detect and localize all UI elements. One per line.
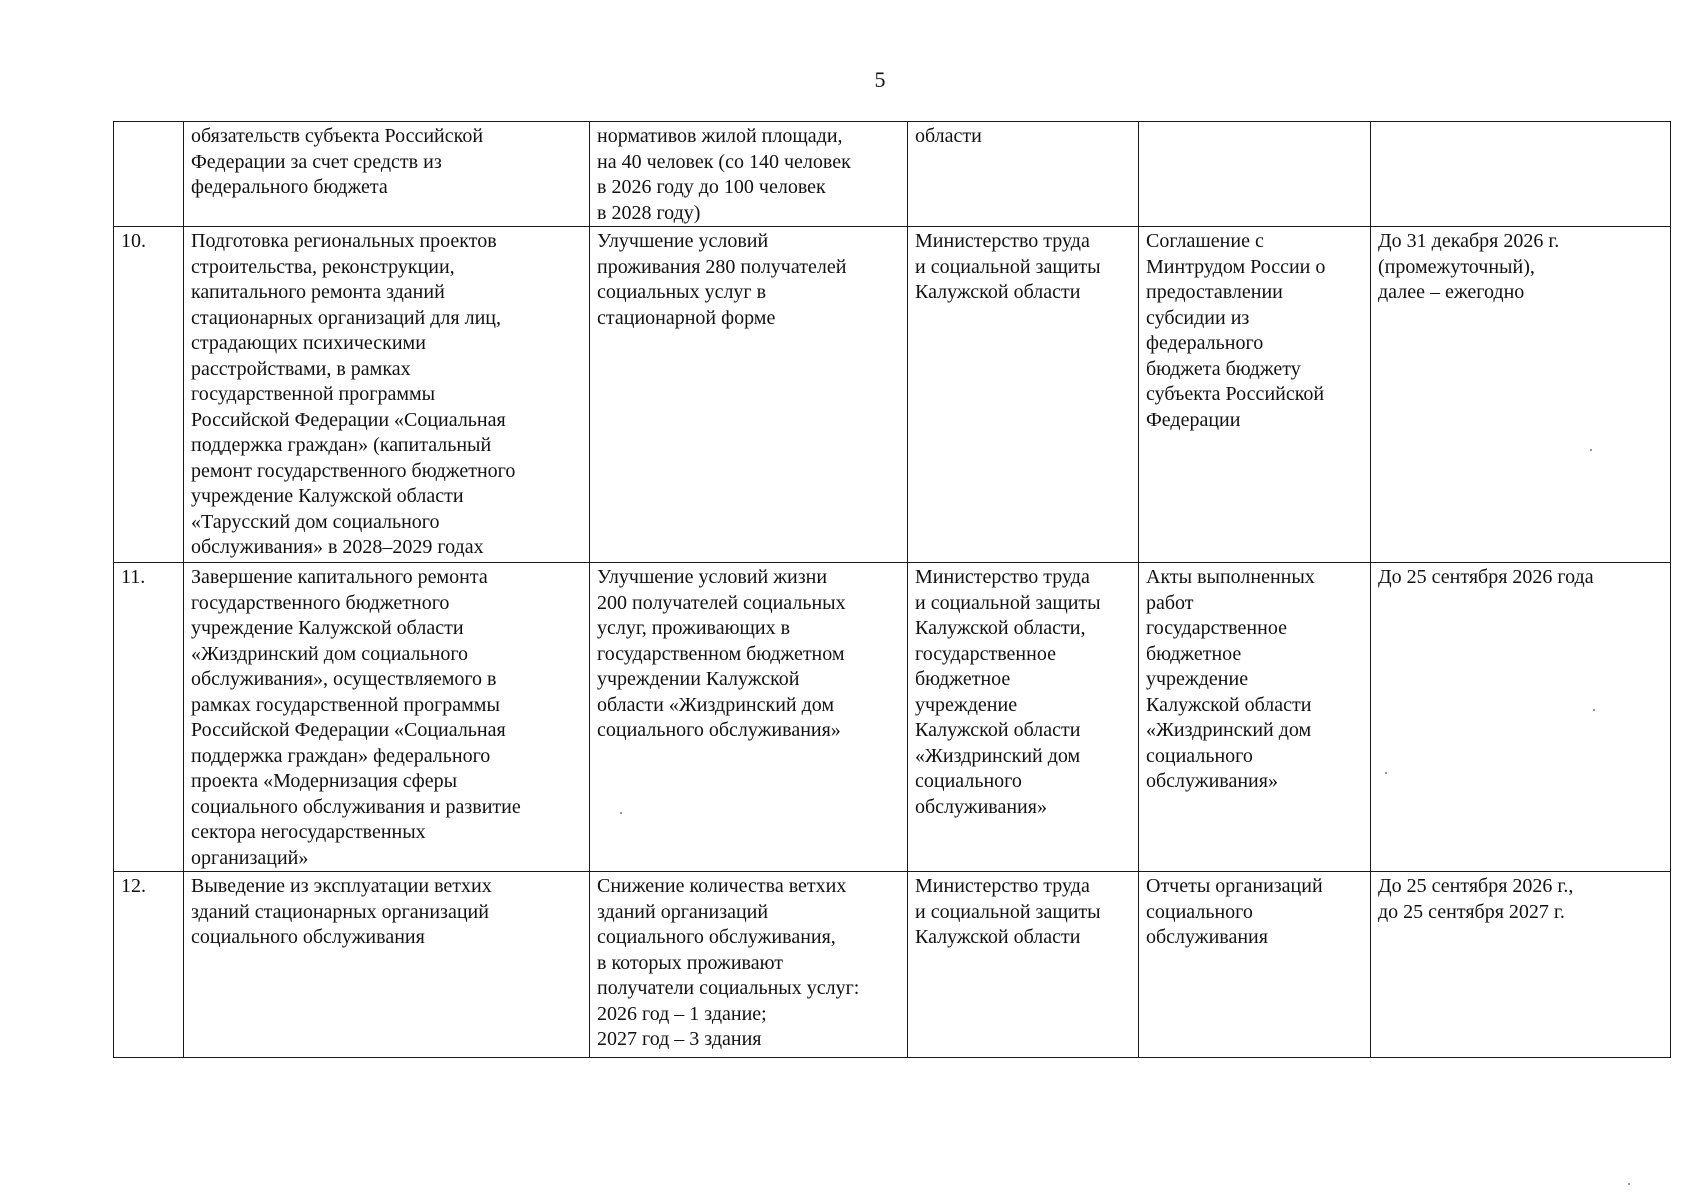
page-number: 5 bbox=[874, 67, 886, 92]
cell-text-line: государственном бюджетном bbox=[597, 642, 845, 665]
cell-text-line: учреждение Калужской области bbox=[191, 485, 464, 507]
cell-text-line: рамках государственной программы bbox=[191, 693, 500, 716]
cell-text-line: Улучшение условий bbox=[597, 230, 769, 252]
cell-text-line: Улучшение условий жизни bbox=[597, 566, 828, 588]
cell-text-line: учреждение bbox=[1146, 668, 1249, 690]
cell-text-line: Министерство труда bbox=[915, 875, 1090, 897]
table-row bbox=[114, 227, 1671, 563]
cell-text-line: «Тарусский дом социального bbox=[191, 510, 440, 533]
cell-text-line: социального bbox=[1146, 900, 1253, 923]
deadline-cell bbox=[1371, 563, 1671, 872]
cell-text-line: проживания 280 получателей bbox=[597, 255, 847, 278]
cell-text-line: проекта «Модернизация сферы bbox=[191, 770, 458, 792]
row-number: 10. bbox=[114, 227, 184, 563]
cell-text-line: «Жиздринский дом bbox=[915, 744, 1081, 767]
responsible-cell bbox=[908, 227, 1139, 563]
scan-speck bbox=[1593, 709, 1595, 711]
event-cell bbox=[184, 227, 590, 563]
scan-speck bbox=[1385, 772, 1387, 774]
cell-text-line: далее – ежегодно bbox=[1378, 281, 1525, 303]
document-cell bbox=[1139, 122, 1371, 227]
cell-text-line: (промежуточный), bbox=[1378, 255, 1535, 278]
cell-text-line: услуг, проживающих в bbox=[597, 617, 791, 639]
cell-text-line: социального bbox=[1146, 744, 1253, 767]
cell-text-line: учреждении Калужской bbox=[597, 668, 800, 690]
cell-text-line: поддержка граждан» федерального bbox=[191, 744, 491, 767]
cell-text-line: Министерство труда bbox=[915, 566, 1090, 588]
cell-text-line: «Жиздринский дом социального bbox=[191, 642, 469, 665]
cell-text-line: социального обслуживания и развитие bbox=[191, 795, 521, 818]
document-cell bbox=[1139, 227, 1371, 563]
cell-text-line: Калужской области bbox=[915, 926, 1081, 948]
cell-text-line: Калужской области bbox=[915, 719, 1081, 741]
cell-text-line: 2027 год – 3 здания bbox=[597, 1028, 762, 1050]
cell-text-line: федерального bbox=[1146, 332, 1264, 354]
cell-text-line: зданий стационарных организаций bbox=[191, 900, 489, 923]
cell-text-line: Акты выполненных bbox=[1146, 566, 1315, 588]
cell-text-line: государственное bbox=[1146, 617, 1287, 639]
cell-text-line: Минтрудом России о bbox=[1146, 255, 1326, 278]
table-row bbox=[114, 563, 1671, 872]
cell-text-line: бюджета бюджету bbox=[1146, 357, 1301, 380]
cell-text-line: зданий организаций bbox=[597, 900, 769, 923]
result-cell bbox=[590, 122, 908, 227]
event-cell bbox=[184, 872, 590, 1058]
cell-text-line: Федерации bbox=[1146, 408, 1241, 431]
cell-text-line: в 2026 году до 100 человек bbox=[597, 176, 826, 198]
cell-text-line: расстройствами, в рамках bbox=[191, 357, 411, 380]
cell-text-line: обслуживания» в 2028–2029 годах bbox=[191, 536, 484, 558]
cell-text-line: социального обслуживания» bbox=[597, 719, 841, 741]
deadline-cell bbox=[1371, 227, 1671, 563]
cell-text-line: социального bbox=[915, 770, 1022, 792]
result-cell bbox=[590, 563, 908, 872]
cell-text-line: социальных услуг в bbox=[597, 281, 767, 303]
event-cell bbox=[184, 122, 590, 227]
cell-text-line: «Жиздринский дом bbox=[1146, 719, 1312, 741]
scan-speck bbox=[620, 812, 622, 814]
cell-text-line: поддержка граждан» (капитальный bbox=[191, 434, 492, 456]
cell-text-line: сектора негосударственных bbox=[191, 821, 426, 843]
cell-text-line: и социальной защиты bbox=[915, 591, 1101, 614]
responsible-cell bbox=[908, 122, 1139, 227]
cell-text-line: бюджетное bbox=[915, 668, 1011, 690]
cell-text-line: области «Жиздринский дом bbox=[597, 693, 835, 716]
cell-text-line: Завершение капитального ремонта bbox=[191, 566, 488, 588]
cell-text-line: Российской Федерации «Социальная bbox=[191, 719, 506, 741]
cell-text-line: ремонт государственного бюджетного bbox=[191, 459, 516, 482]
cell-text-line: Снижение количества ветхих bbox=[597, 875, 847, 897]
cell-text-line: Министерство труда bbox=[915, 230, 1090, 252]
deadline-cell bbox=[1371, 872, 1671, 1058]
cell-text-line: стационарных организаций для лиц, bbox=[191, 306, 501, 329]
responsible-cell bbox=[908, 563, 1139, 872]
event-cell bbox=[184, 563, 590, 872]
cell-text-line: 2026 год – 1 здание; bbox=[597, 1002, 767, 1025]
cell-text-line: социального обслуживания bbox=[191, 926, 425, 948]
cell-text-line: строительства, реконструкции, bbox=[191, 255, 455, 278]
cell-text-line: Подготовка региональных проектов bbox=[191, 230, 497, 252]
cell-text-line: страдающих психическими bbox=[191, 332, 426, 354]
cell-text-line: 200 получателей социальных bbox=[597, 591, 846, 614]
cell-text-line: капитального ремонта зданий bbox=[191, 281, 445, 303]
cell-text-line: До 31 декабря 2026 г. bbox=[1378, 230, 1560, 252]
cell-text-line: обслуживания», осуществляемого в bbox=[191, 668, 497, 690]
row-number: 12. bbox=[114, 872, 184, 1058]
cell-text-line: субъекта Российской bbox=[1146, 383, 1325, 405]
cell-text-line: получатели социальных услуг: bbox=[597, 977, 860, 999]
cell-text-line: обязательств субъекта Российской bbox=[191, 125, 484, 147]
cell-text-line: Федерации за счет средств из bbox=[191, 150, 442, 173]
scan-speck bbox=[1590, 449, 1592, 451]
cell-text-line: Калужской области, bbox=[915, 617, 1086, 639]
document-cell bbox=[1139, 872, 1371, 1058]
cell-text-line: государственное bbox=[915, 642, 1056, 665]
cell-text-line: обслуживания bbox=[1146, 926, 1268, 948]
cell-text-line: в которых проживают bbox=[597, 951, 783, 974]
row-number bbox=[114, 122, 184, 227]
cell-text-line: в 2028 году) bbox=[597, 201, 701, 224]
cell-text-line: Российской Федерации «Социальная bbox=[191, 408, 506, 431]
cell-text-line: обслуживания» bbox=[915, 795, 1047, 818]
cell-text-line: и социальной защиты bbox=[915, 900, 1101, 923]
cell-text-line: субсидии из bbox=[1146, 306, 1250, 329]
cell-text-line: до 25 сентября 2027 г. bbox=[1378, 900, 1565, 923]
cell-text-line: государственного бюджетного bbox=[191, 591, 450, 614]
responsible-cell bbox=[908, 872, 1139, 1058]
cell-text-line: Калужской области bbox=[1146, 693, 1312, 716]
cell-text-line: стационарной форме bbox=[597, 306, 776, 329]
cell-text-line: федерального бюджета bbox=[191, 176, 388, 198]
cell-text-line: предоставлении bbox=[1146, 281, 1283, 303]
cell-text-line: учреждение bbox=[915, 693, 1018, 716]
table-row bbox=[114, 122, 1671, 227]
scan-speck bbox=[1628, 1183, 1630, 1185]
result-cell bbox=[590, 872, 908, 1058]
cell-text-line: До 25 сентября 2026 года bbox=[1378, 566, 1594, 588]
cell-text-line: обслуживания» bbox=[1146, 770, 1278, 792]
result-cell bbox=[590, 227, 908, 563]
cell-text-line: государственной программы bbox=[191, 383, 436, 405]
cell-text-line: До 25 сентября 2026 г., bbox=[1378, 875, 1574, 897]
cell-text-line: области bbox=[915, 125, 982, 147]
cell-text-line: работ bbox=[1146, 591, 1194, 614]
cell-text-line: Выведение из эксплуатации ветхих bbox=[191, 875, 492, 897]
cell-text-line: Калужской области bbox=[915, 281, 1081, 303]
cell-text-line: организаций» bbox=[191, 846, 309, 869]
measures-table bbox=[113, 121, 1671, 1058]
cell-text-line: нормативов жилой площади, bbox=[597, 125, 843, 147]
cell-text-line: бюджетное bbox=[1146, 642, 1242, 665]
cell-text-line: учреждение Калужской области bbox=[191, 617, 464, 639]
cell-text-line: Соглашение с bbox=[1146, 230, 1264, 252]
deadline-cell bbox=[1371, 122, 1671, 227]
cell-text-line: социального обслуживания, bbox=[597, 926, 836, 948]
row-number: 11. bbox=[114, 563, 184, 872]
table-row bbox=[114, 872, 1671, 1058]
cell-text-line: на 40 человек (со 140 человек bbox=[597, 150, 851, 173]
cell-text-line: Отчеты организаций bbox=[1146, 875, 1323, 897]
cell-text-line: и социальной защиты bbox=[915, 255, 1101, 278]
document-cell bbox=[1139, 563, 1371, 872]
